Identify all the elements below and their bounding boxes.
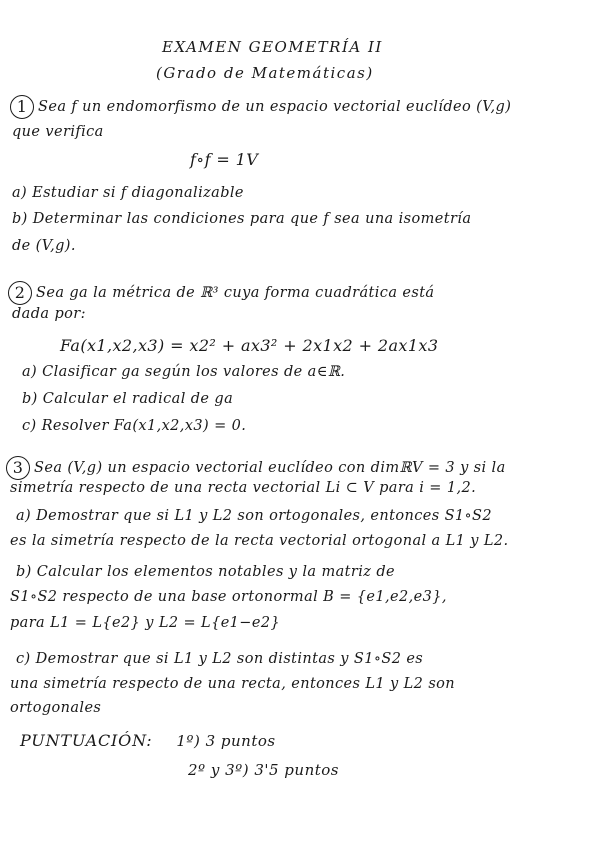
- exam-title: EXAMEN GEOMETRÍA II: [162, 38, 383, 56]
- problem-1-text: Sea f un endomorfismo de un espacio vectorial euclídeo (V,g): [38, 99, 512, 115]
- problem-2-formula: Fa(x1,x2,x3) = x2² + ax3² + 2x1x2 + 2ax1x3: [60, 336, 439, 355]
- problem-3-part-b: b) Calcular los elementos notables y la matriz de: [16, 564, 395, 580]
- problem-3-text-line2: simetría respecto de una recta vectorial Li ⊂ V para i = 1,2.: [10, 480, 477, 496]
- problem-3-part-a: a) Demostrar que si L1 y L2 son ortogonales, entonces S1∘S2: [16, 508, 493, 524]
- problem-1-intro: [10, 95, 511, 119]
- problem-3-part-b-line2: S1∘S2 respecto de una base ortonormal B = {e1,e2,e3},: [10, 589, 447, 605]
- problem-3-part-c-line2: una simetría respecto de una recta, entonces L1 y L2 son: [10, 676, 456, 692]
- problem-3-number: 3: [6, 456, 30, 480]
- scoring-row: [20, 731, 276, 750]
- problem-2-part-a: a) Clasificar ga según los valores de a∈ℝ.: [22, 364, 346, 380]
- problem-2-text-line2: dada por:: [12, 306, 86, 322]
- problem-3-part-b-line3: para L1 = L{e2} y L2 = L{e1−e2}: [10, 615, 281, 631]
- problem-3-intro: [6, 456, 506, 480]
- problem-1-number: 1: [10, 95, 34, 119]
- exam-subtitle: (Grado de Matemáticas): [156, 64, 374, 82]
- problem-2-part-c: c) Resolver Fa(x1,x2,x3) = 0.: [22, 418, 247, 434]
- problem-2-text: Sea ga la métrica de ℝ³ cuya forma cuadrática está: [36, 285, 435, 301]
- problem-1-part-a: a) Estudiar si f diagonalizable: [12, 185, 244, 201]
- problem-3-part-c-line3: ortogonales: [10, 700, 102, 716]
- problem-3-text: Sea (V,g) un espacio vectorial euclídeo con dimℝV = 3 y si la: [34, 460, 506, 476]
- problem-2-number: 2: [8, 281, 32, 305]
- problem-2-intro: [8, 281, 434, 305]
- problem-1-part-b: b) Determinar las condiciones para que f sea una isometría: [12, 211, 472, 227]
- scoring-label: PUNTUACIÓN:: [20, 731, 153, 750]
- problem-2-part-b: b) Calcular el radical de ga: [22, 391, 234, 407]
- problem-1-formula: f∘f = 1V: [190, 150, 259, 169]
- problem-1-text-line2: que verifica: [12, 124, 104, 140]
- scoring-line2: 2º y 3º) 3'5 puntos: [188, 761, 339, 779]
- problem-1-part-b-line2: de (V,g).: [12, 238, 76, 254]
- scoring-line1: 1º) 3 puntos: [176, 732, 276, 750]
- problem-3-part-a-line2: es la simetría respecto de la recta vectorial ortogonal a L1 y L2.: [10, 533, 509, 549]
- problem-3-part-c: c) Demostrar que si L1 y L2 son distintas y S1∘S2 es: [16, 651, 424, 667]
